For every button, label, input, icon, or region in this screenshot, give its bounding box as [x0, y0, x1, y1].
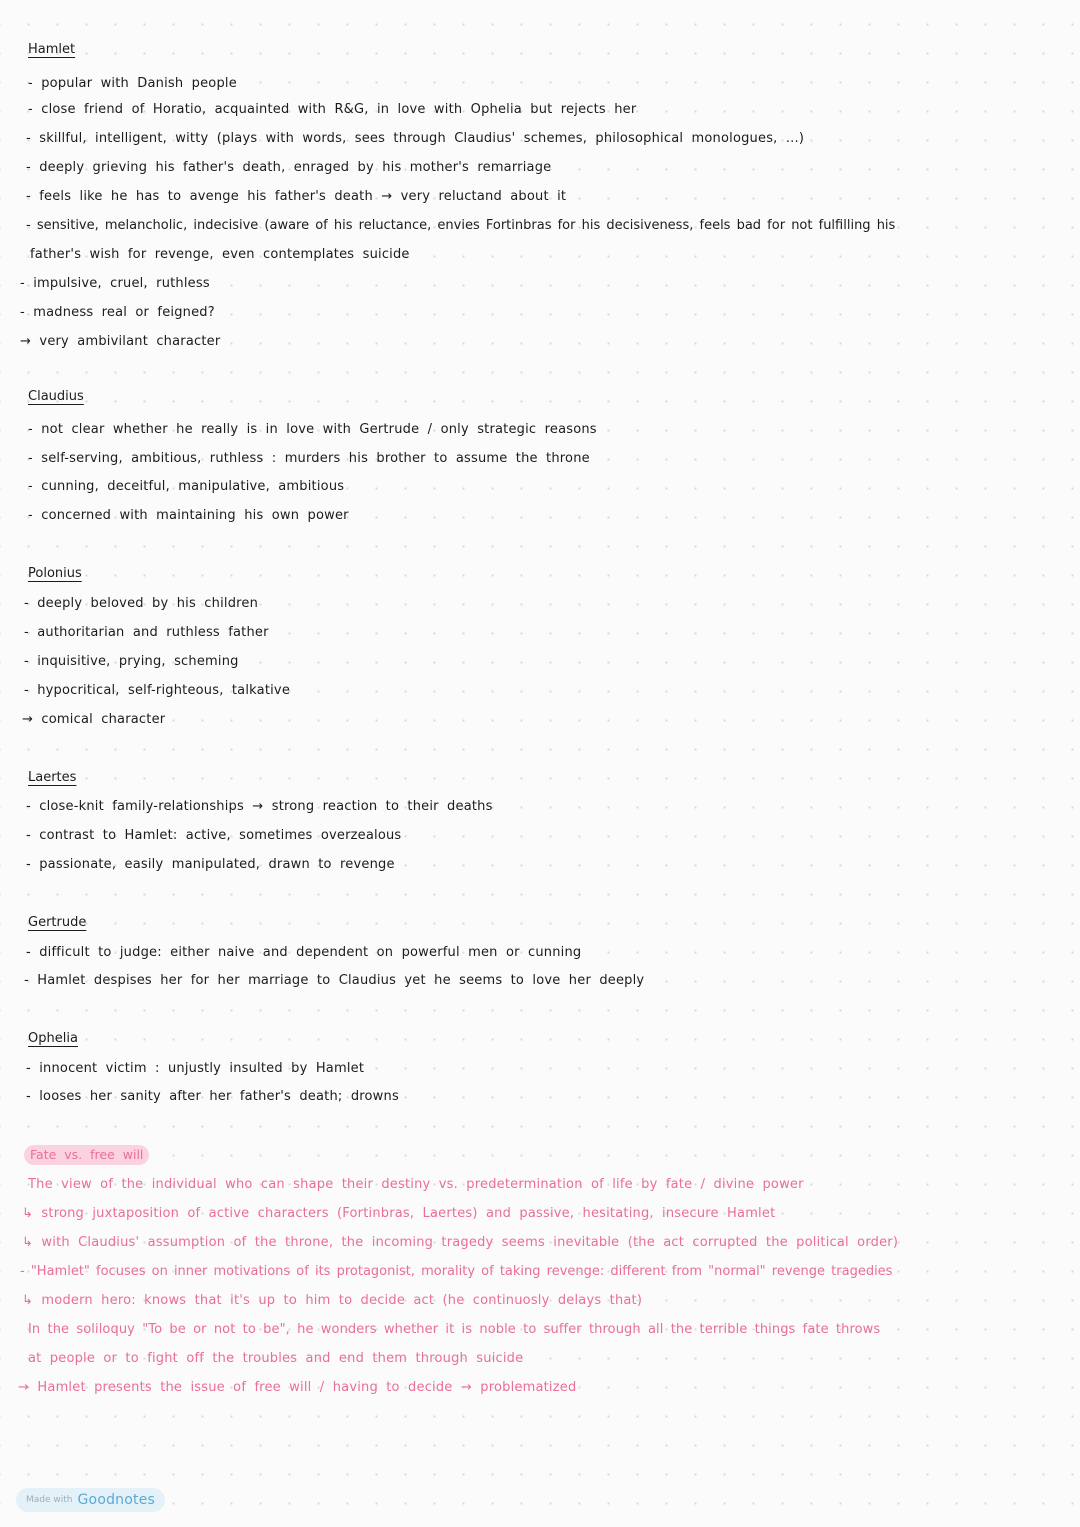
fate-line: ↳ with Claudius' assumption of the throne, the incoming tragedy seems inevitable (the act corrupted the political order)	[22, 1235, 899, 1250]
claudius-line: - concerned with maintaining his own power	[28, 508, 349, 523]
hamlet-line: - deeply grieving his father's death, enraged by his mother's remarriage	[26, 160, 552, 175]
section-heading-claudius: Claudius	[28, 389, 84, 404]
section-heading-fate-highlight: Fate vs. free will	[24, 1145, 149, 1165]
gertrude-line: - difficult to judge: either naive and dependent on powerful men or cunning	[26, 945, 582, 960]
section-heading-polonius: Polonius	[28, 566, 82, 581]
polonius-line: - authoritarian and ruthless father	[24, 625, 269, 640]
hamlet-line: father's wish for revenge, even contemplates suicide	[30, 247, 410, 262]
hamlet-line: - skillful, intelligent, witty (plays with words, sees through Claudius' schemes, philosophical monologues, ...)	[26, 131, 805, 146]
hamlet-line: - madness real or feigned?	[20, 305, 215, 320]
made-with-label: Made with	[26, 1495, 73, 1505]
hamlet-line: - close friend of Horatio, acquainted with R&G, in love with Ophelia but rejects her	[28, 102, 637, 117]
ophelia-line: - looses her sanity after her father's death; drowns	[26, 1089, 399, 1104]
hamlet-line: - impulsive, cruel, ruthless	[20, 276, 210, 291]
gertrude-line: - Hamlet despises her for her marriage to Claudius yet he seems to love her deeply	[24, 973, 645, 988]
section-heading-laertes: Laertes	[28, 770, 77, 785]
fate-line: In the soliloquy "To be or not to be", he wonders whether it is noble to suffer through all the terrible things fate throws	[28, 1322, 881, 1337]
claudius-line: - self-serving, ambitious, ruthless : murders his brother to assume the throne	[28, 451, 590, 466]
claudius-line: - cunning, deceitful, manipulative, ambitious	[28, 479, 345, 494]
section-heading-gertrude: Gertrude	[28, 915, 87, 930]
claudius-line: - not clear whether he really is in love with Gertrude / only strategic reasons	[28, 422, 597, 437]
laertes-line: - close-knit family-relationships → strong reaction to their deaths	[26, 799, 493, 814]
hamlet-line: - sensitive, melancholic, indecisive (aware of his reluctance, envies Fortinbras for his decisiveness, feels bad for not fulfilling his	[26, 218, 896, 233]
fate-line: ↳ strong juxtaposition of active characters (Fortinbras, Laertes) and passive, hesitating, insecure Hamlet	[22, 1206, 776, 1221]
polonius-line: - hypocritical, self-righteous, talkative	[24, 683, 291, 698]
hamlet-line: → very ambivilant character	[20, 334, 221, 349]
section-heading-hamlet: Hamlet	[28, 42, 76, 57]
fate-line: → Hamlet presents the issue of free will / having to decide → problematized	[18, 1380, 577, 1395]
section-heading-ophelia: Ophelia	[28, 1031, 78, 1046]
hamlet-line: - popular with Danish people	[28, 76, 237, 91]
polonius-line: - deeply beloved by his children	[24, 596, 259, 611]
fate-line: ↳ modern hero: knows that it's up to him to decide act (he continuosly delays that)	[22, 1293, 643, 1308]
fate-line: The view of the individual who can shape their destiny vs. predetermination of life by fate / divine power	[28, 1177, 804, 1192]
goodnotes-logo: Goodnotes	[77, 1492, 156, 1508]
polonius-line: → comical character	[22, 712, 166, 727]
fate-line: at people or to fight off the troubles and end them through suicide	[28, 1351, 524, 1366]
polonius-line: - inquisitive, prying, scheming	[24, 654, 239, 669]
fate-line: - "Hamlet" focuses on inner motivations of its protagonist, morality of taking revenge: different from "normal" revenge tragedies	[20, 1264, 893, 1279]
laertes-line: - passionate, easily manipulated, drawn to revenge	[26, 857, 395, 872]
hamlet-line: - feels like he has to avenge his father's death → very reluctand about it	[26, 189, 567, 204]
made-with-goodnotes-badge[interactable]	[16, 1488, 165, 1512]
ophelia-line: - innocent victim : unjustly insulted by Hamlet	[26, 1061, 365, 1076]
laertes-line: - contrast to Hamlet: active, sometimes overzealous	[26, 828, 402, 843]
